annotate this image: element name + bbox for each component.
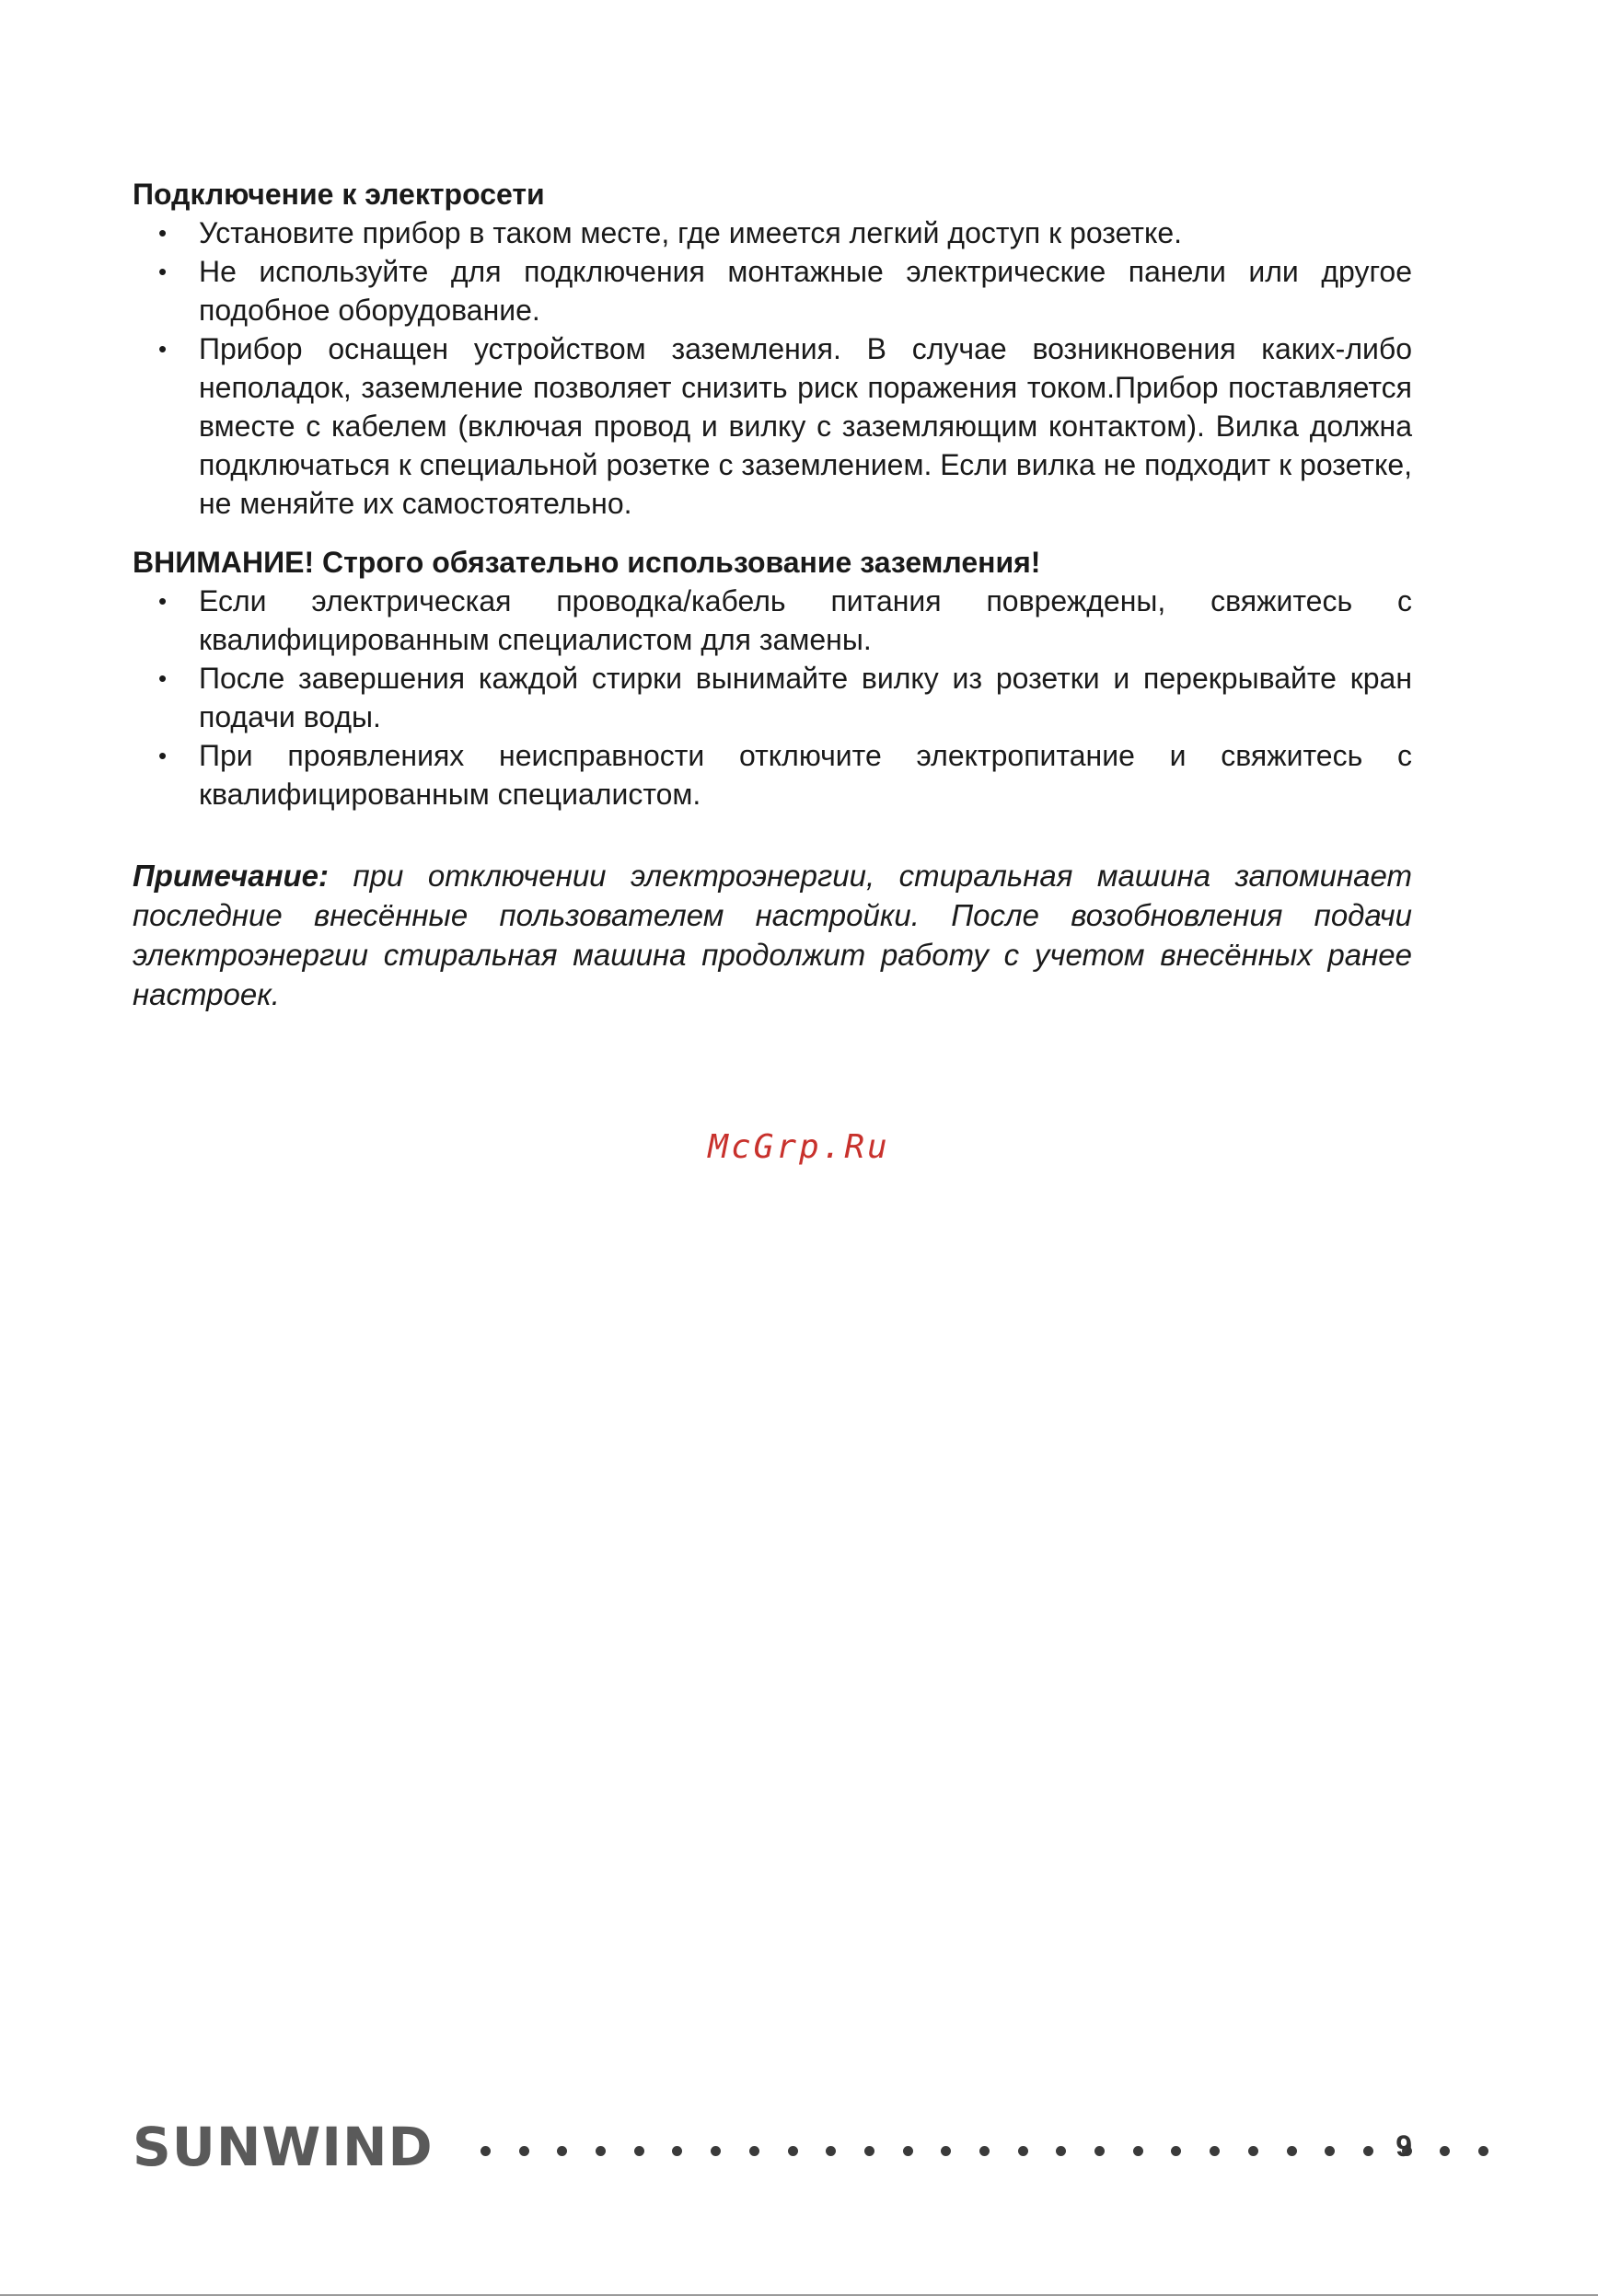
watermark-link[interactable]: McGrp.Ru — [708, 1128, 890, 1166]
leader-dot — [1363, 2146, 1373, 2156]
leader-dot — [1478, 2146, 1488, 2156]
leader-dot — [941, 2146, 951, 2156]
bullet-icon: • — [158, 335, 168, 363]
list-item-text: Прибор оснащен устройством заземления. В случае возникновения каких-либо неполадок, заземление позволяет снизить риск поражения током.Прибор поставляется вместе с кабелем (включая провод и вилку с заземляющим контактом). Вилка должна подключаться к специальной розетке с заземлением. Если вилка не подходит к розетке, не меняйте их самостоятельно. — [199, 332, 1412, 520]
leader-dot — [1171, 2146, 1181, 2156]
leader-dot — [1133, 2146, 1143, 2156]
list-item — [133, 659, 1412, 736]
leader-dot — [1056, 2146, 1066, 2156]
leader-dot — [711, 2146, 721, 2156]
list-item — [133, 582, 1412, 659]
bullet-icon: • — [158, 587, 168, 615]
list-item-text: Установите прибор в таком месте, где имеется легкий доступ к розетке. — [199, 216, 1182, 249]
list-item — [133, 252, 1412, 329]
footer-dotted-leader — [481, 2146, 1488, 2157]
bullet-icon: • — [158, 258, 168, 285]
safety-list — [133, 582, 1412, 813]
section-heading: Подключение к электросети — [133, 178, 545, 211]
list-item — [133, 213, 1412, 252]
leader-dot — [672, 2146, 682, 2156]
list-item — [133, 736, 1412, 813]
list-item-text: При проявлениях неисправности отключите электропитание и свяжитесь с квалифицированным специалистом. — [199, 739, 1412, 811]
leader-dot — [979, 2146, 990, 2156]
page-number: 9 — [1395, 2129, 1412, 2163]
bullet-icon: • — [158, 742, 168, 769]
leader-dot — [519, 2146, 529, 2156]
list-item-text: Если электрическая проводка/кабель питания повреждены, свяжитесь с квалифицированным специалистом для замены. — [199, 584, 1412, 656]
leader-dot — [1210, 2146, 1220, 2156]
note-label: Примечание: — [133, 859, 330, 893]
leader-dot — [826, 2146, 836, 2156]
leader-dot — [749, 2146, 759, 2156]
leader-dot — [557, 2146, 567, 2156]
leader-dot — [1248, 2146, 1258, 2156]
warning-heading: ВНИМАНИЕ! Строго обязательно использование заземления! — [133, 546, 1041, 579]
leader-dot — [596, 2146, 606, 2156]
leader-dot — [1287, 2146, 1297, 2156]
brand-logo: SUNWIND — [133, 2116, 434, 2178]
leader-dot — [1018, 2146, 1028, 2156]
leader-dot — [864, 2146, 874, 2156]
note-paragraph — [133, 856, 1412, 1014]
bullet-icon: • — [158, 664, 168, 692]
list-item-text: Не используйте для подключения монтажные электрические панели или другое подобное оборудование. — [199, 255, 1412, 327]
leader-dot — [903, 2146, 913, 2156]
leader-dot — [1094, 2146, 1105, 2156]
connection-list — [133, 213, 1412, 523]
leader-dot — [1325, 2146, 1335, 2156]
list-item — [133, 329, 1412, 523]
page-footer — [133, 2115, 1412, 2188]
leader-dot — [634, 2146, 644, 2156]
leader-dot — [788, 2146, 798, 2156]
page-content — [133, 175, 1412, 1044]
note-text: при отключении электроэнергии, стиральная машина запоминает последние внесённые пользователем настройки. После возобновления подачи электроэнергии стиральная машина продолжит работу с учетом внесённых ранее настроек. — [133, 859, 1412, 1011]
bullet-icon: • — [158, 219, 168, 247]
leader-dot — [1440, 2146, 1450, 2156]
leader-dot — [481, 2146, 491, 2156]
list-item-text: После завершения каждой стирки вынимайте вилку из розетки и перекрывайте кран подачи воды. — [199, 662, 1412, 733]
